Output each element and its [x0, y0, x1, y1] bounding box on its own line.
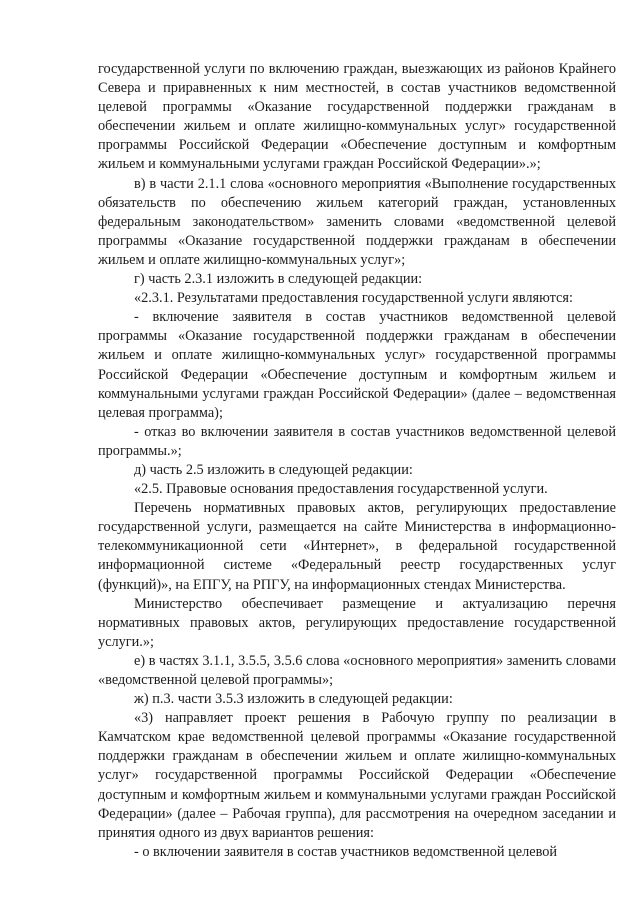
paragraph: е) в частях 3.1.1, 3.5.5, 3.5.6 слова «основного мероприятия» заменить словами «ведомственной целевой программы»; — [98, 652, 616, 688]
paragraph: г) часть 2.3.1 изложить в следующей редакции: — [134, 271, 423, 288]
paragraph: «2.5. Правовые основания предоставления государственной услуги. — [134, 481, 548, 498]
paragraph: государственной услуги по включению граждан, выезжающих из районов Крайнего Севера и приравненных к ним местностей, в состав участников ведомственной целевой программы «Оказание государственной поддержки гражданам в обеспечении жильем и оплате жилищно-коммунальных услуг» государственной программы Российской Федерации «Обеспечение доступным и комфортным жильем и коммунальными услугами граждан Российской Федерации».»; — [98, 61, 616, 173]
paragraph: д) часть 2.5 изложить в следующей редакции: — [134, 461, 413, 478]
document-body — [98, 60, 616, 862]
paragraph: - о включении заявителя в состав участников ведомственной целевой — [134, 843, 558, 860]
paragraph: - отказ во включении заявителя в состав участников ведомственной целевой программы.»; — [98, 423, 616, 459]
paragraph: «3) направляет проект решения в Рабочую группу по реализации в Камчатском крае ведомственной целевой программы «Оказание государственной поддержки гражданам в обеспечении жильем и оплате жилищно-коммунальных услуг» государственной программы Российской Федерации «Обеспечение доступным и комфортным жильем и коммунальными услугами граждан Российской Федерации» (далее – Рабочая группа), для рассмотрения на очередном заседании и принятия одного из двух вариантов решения: — [98, 710, 616, 841]
paragraph: «2.3.1. Результатами предоставления государственной услуги являются: — [134, 290, 573, 307]
paragraph: - включение заявителя в состав участников ведомственной целевой программы «Оказание государственной поддержки гражданам в обеспечении жильем и оплате жилищно-коммунальных услуг» государственной программы Российской Федерации «Обеспечение доступным и комфортным жильем и коммунальными услугами граждан Российской Федерации» (далее – ведомственная целевая программа); — [98, 309, 616, 421]
paragraph: Перечень нормативных правовых актов, регулирующих предоставление государственной услуги, размещается на сайте Министерства в информационно-телекоммуникационной сети «Интернет», в федеральной государственной информационной системе «Федеральный реестр государственных услуг (функций)», на ЕПГУ, на РПГУ, на информационных стендах Министерства. — [98, 500, 616, 593]
paragraph: Министерство обеспечивает размещение и актуализацию перечня нормативных правовых актов, регулирующих предоставление государственной услуги.»; — [98, 595, 616, 650]
paragraph: в) в части 2.1.1 слова «основного мероприятия «Выполнение государственных обязательств по обеспечению жильем категорий граждан, установленных федеральным законодательством» заменить словами «ведомственной целевой программы «Оказание государственной поддержки гражданам в обеспечении жильем и оплате жилищно-коммунальных услуг»; — [98, 175, 616, 268]
paragraph: ж) п.3. части 3.5.3 изложить в следующей редакции: — [134, 691, 453, 708]
